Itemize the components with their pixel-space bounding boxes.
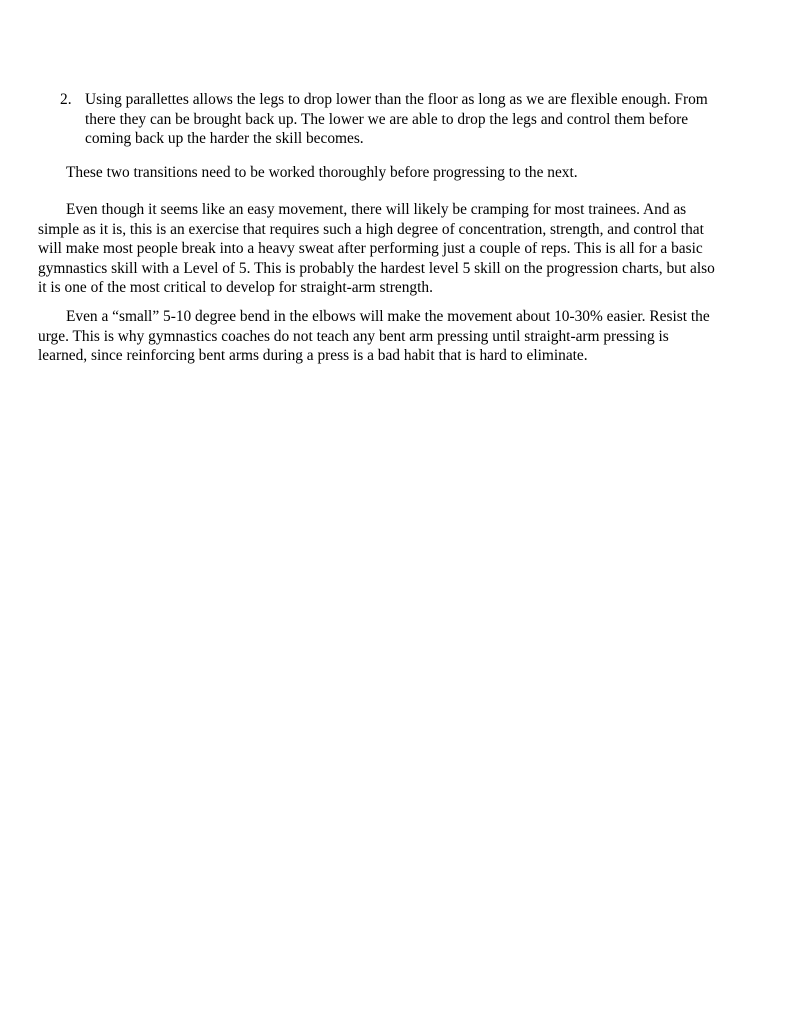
paragraph-transitions: These two transitions need to be worked thoroughly before progressing to the next.: [66, 164, 578, 181]
list-item-text: Using parallettes allows the legs to drop lower than the floor as long as we are flexible enough. From there they can be brought back up. The lower we are able to drop the legs and control them before coming back up the harder the skill becomes.: [85, 91, 708, 147]
numbered-list-item: [60, 90, 720, 149]
list-item-number: 2.: [60, 91, 72, 108]
paragraph-elbow-bend: Even a “small” 5-10 degree bend in the elbows will make the movement about 10-30% easier. Resist the urge. This is why gymnastics coaches do not teach any bent arm pressing until straight-arm pressing is learned, since reinforcing bent arms during a press is a bad habit that is hard to eliminate.: [38, 308, 710, 364]
paragraph-easy-movement: Even though it seems like an easy movement, there will likely be cramping for most trainees. And as simple as it is, this is an exercise that requires such a high degree of concentration, strength, and control that will make most people break into a heavy sweat after performing just a couple of reps. This is all for a basic gymnastics skill with a Level of 5. This is probably the hardest level 5 skill on the progression charts, but also it is one of the most critical to develop for straight-arm strength.: [38, 201, 715, 296]
